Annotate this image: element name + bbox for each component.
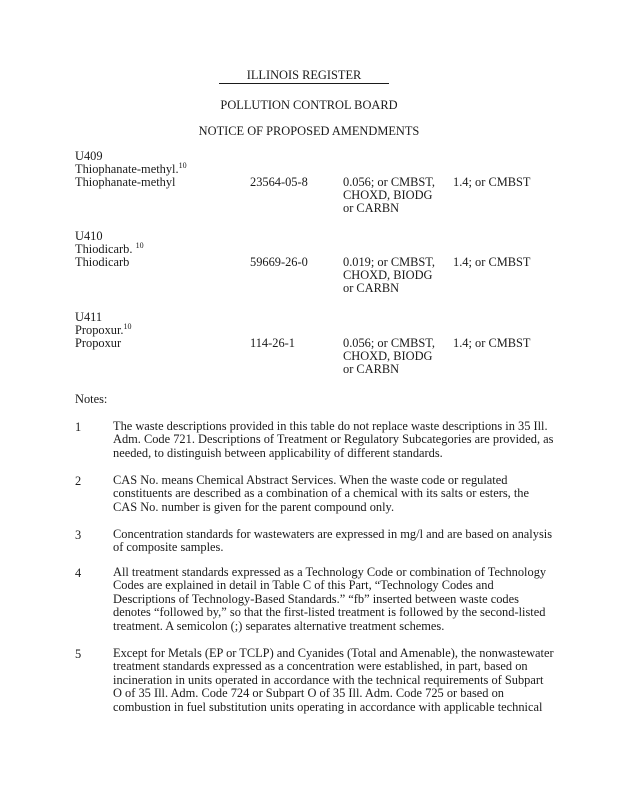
cas-number: 59669-26-0 — [250, 255, 308, 269]
register-title: ILLINOIS REGISTER — [219, 68, 389, 84]
nonwastewater-standard: 1.4; or CMBST — [453, 336, 531, 350]
notice-title: NOTICE OF PROPOSED AMENDMENTS — [198, 124, 420, 138]
note-number: 2 — [75, 474, 82, 488]
waste-name: Propoxur.$^{10}$ — [75, 321, 132, 337]
constituent-row — [75, 337, 555, 377]
waste-name: Thiophanate-methyl.$^{10}$ — [75, 160, 187, 176]
constituent-name: Propoxur — [75, 336, 122, 350]
note-text: Concentration standards for wastewaters are expressed in mg/l and are based on analysis of composite samples. — [113, 527, 553, 555]
wastewater-standard: 0.056; or CMBST, CHOXD, BIODG or CARBN — [343, 336, 436, 376]
waste-code: U409 — [75, 149, 103, 163]
note-text: Except for Metals (EP or TCLP) and Cyanides (Total and Amenable), the nonwastewater treatment standards expressed as a concentration were established, in part, based on incineration in units operated in accordance with the technical requirements of Subpart O of 35 Ill. Adm. Code 724 or Subpart O of 35 Ill. Adm. Code 725 or based on combustion in fuel substitution units operating in accordance with applicable technical — [113, 646, 554, 714]
note-number: 1 — [75, 420, 82, 434]
nonwastewater-standard: 1.4; or CMBST — [453, 255, 531, 269]
waste-code: U410 — [75, 229, 103, 243]
board-name: POLLUTION CONTROL BOARD — [220, 98, 398, 112]
footnote-ref: 10 — [178, 160, 187, 170]
note-text: The waste descriptions provided in this table do not replace waste descriptions in 35 Ill. Adm. Code 721. Descriptions of Treatment or Regulatory Subcategories are provided, as needed, to distinguish between applicability of different standards. — [113, 419, 554, 460]
notes-heading: Notes: — [75, 392, 108, 406]
note-text: All treatment standards expressed as a Technology Code or combination of Technology Codes are explained in detail in Table C of this Part, “Technology Codes and Descriptions of Technology-Based Standards.” “fb” inserted between waste codes denotes “followed by,” so that the first-listed treatment is followed by the second-listed treatment. A semicolon (;) separates alternative treatment schemes. — [113, 565, 547, 633]
cas-number: 23564-05-8 — [250, 175, 308, 189]
note-number: 5 — [75, 647, 82, 661]
wastewater-standard: 0.056; or CMBST, CHOXD, BIODG or CARBN — [343, 175, 436, 215]
waste-code: U411 — [75, 310, 103, 324]
constituent-name: Thiophanate-methyl — [75, 175, 176, 189]
footnote-ref: 10 — [135, 240, 144, 250]
note-number: 4 — [75, 566, 82, 580]
nonwastewater-standard: 1.4; or CMBST — [453, 175, 531, 189]
note-number: 3 — [75, 528, 82, 542]
wastewater-standard: 0.019; or CMBST, CHOXD, BIODG or CARBN — [343, 255, 436, 295]
constituent-row — [75, 176, 555, 216]
note-text: CAS No. means Chemical Abstract Services. When the waste code or regulated constituents are described as a combination of a chemical with its salts or esters, the CAS No. number is given for the parent compound only. — [113, 473, 529, 514]
waste-name: Thiodicarb. $^{10}$ — [75, 240, 144, 256]
cas-number: 114-26-1 — [250, 336, 295, 350]
footnote-ref: 10 — [123, 321, 132, 331]
constituent-row — [75, 256, 555, 296]
constituent-name: Thiodicarb — [75, 255, 130, 269]
